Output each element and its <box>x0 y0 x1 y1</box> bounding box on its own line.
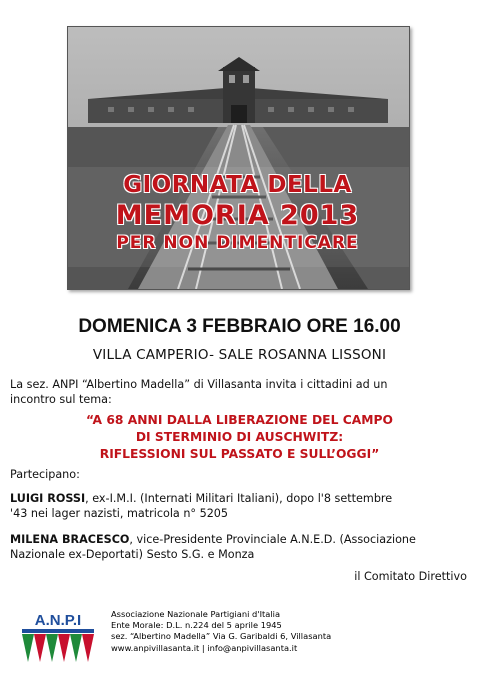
logo-text: A.N.P.I <box>34 612 82 629</box>
organization-info <box>111 609 331 654</box>
participant-2-desc-line1: , vice-Presidente Provinciale A.N.E.D. (Associazione <box>129 533 416 546</box>
invitation-line2: incontro sul tema: <box>10 393 112 406</box>
org-legal: Ente Morale: D.L. n.224 del 5 aprile 1945 <box>111 620 282 631</box>
invitation-text <box>10 377 465 407</box>
participant-1 <box>10 491 465 521</box>
participants-label: Partecipano: <box>10 468 80 481</box>
theme-line3: RIFLESSIONI SUL PASSATO E SULL’OGGI” <box>99 447 380 461</box>
poster-title-line2: MEMORIA 2013 <box>115 200 360 231</box>
participant-1-desc-line1: , ex-I.M.I. (Internati Militari Italiani), dopo l'8 settembre <box>85 492 393 505</box>
email-link[interactable]: info@anpivillasanta.it <box>207 642 298 653</box>
org-name: Associazione Nazionale Partigiani d'Italia <box>111 609 281 619</box>
invitation-line1: La sez. ANPI “Albertino Madella” di Villasanta invita i cittadini ad un <box>10 378 388 391</box>
participant-2-desc-line2: Nazionale ex-Deportati) Sesto S.G. e Monza <box>10 548 255 561</box>
theme-line1: “A 68 ANNI DALLA LIBERAZIONE DEL CAMPO <box>86 413 393 427</box>
participant-2-name: MILENA BRACESCO <box>10 533 130 546</box>
website-link[interactable]: www.anpivillasanta.it <box>111 642 200 653</box>
participant-1-name: LUIGI ROSSI <box>10 492 86 505</box>
org-address: sez. “Albertino Madella” Via G. Garibaldi 6, Villasanta <box>111 631 332 642</box>
closing-signature: il Comitato Direttivo <box>354 570 467 583</box>
event-venue: VILLA CAMPERIO- SALE ROSANNA LISSONI <box>92 347 387 363</box>
participant-1-desc-line2: '43 nei lager nazisti, matricola n° 5205 <box>10 507 229 520</box>
anpi-logo-icon <box>16 610 100 664</box>
participant-2 <box>10 532 465 562</box>
theme-line2: DI STERMINIO DI AUSCHWITZ: <box>135 430 344 444</box>
contact-separator: | <box>201 642 205 653</box>
poster-subtitle: PER NON DIMENTICARE <box>116 233 359 253</box>
event-date: DOMENICA 3 FEBBRAIO ORE 16.00 <box>78 316 401 337</box>
poster-title-line1: GIORNATA DELLA <box>123 172 352 198</box>
theme-quote <box>10 412 469 463</box>
